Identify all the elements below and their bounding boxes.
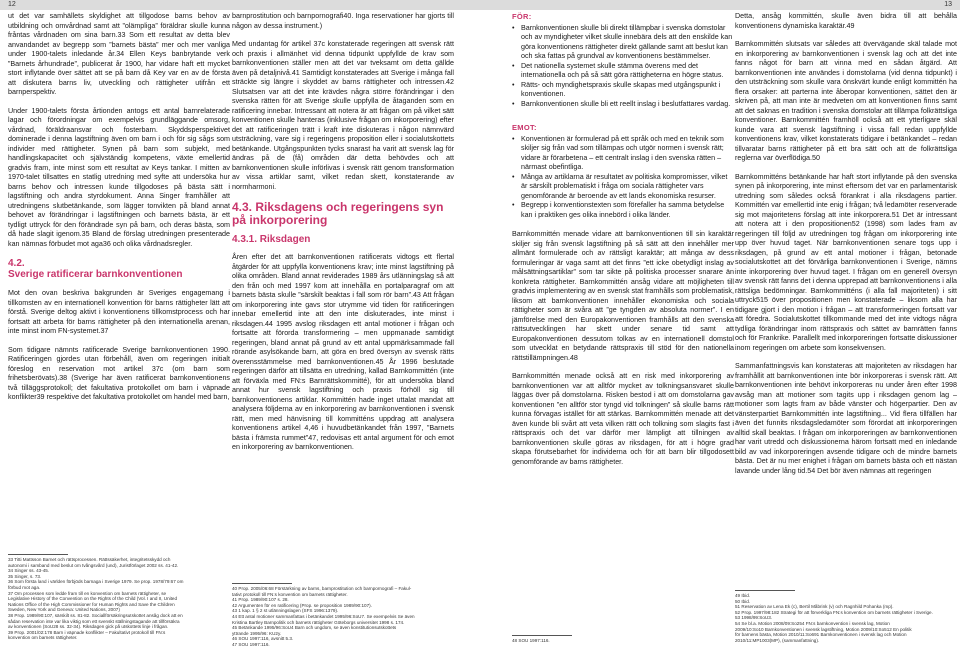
footnote: konvention om barnets rättigheter. bbox=[8, 635, 78, 641]
paragraph: Under 1900-talets första årtionden antogs ett antal barnrelaterade lagar och förordningar om exempelvis grundläggande omsorg, vårdnad, föräldraansvar och fosterbarn. Skyddsperspektivet dominerade i denna lagstiftning även om barn i och för sig sågs som individer med rättigheter. Synen på barn som subjekt, med handlingskapacitet och självständig kompetens, växte emellertid gradvis fram, inte minst som ett resultat av Keys tankar. I mitten av 1970-talet tillsattes en statlig utredning med syfte att undersöka hur barns behov och intressen kunde tillgodoses på bästa sätt i lagstiftning och andra styrdokument. Anna Singer framhåller att utredningens slutbetänkande, som lägger tonvikten på bland annat behovet av förändringar i lagstiftningen och barnets bästa, är ett tydligt uttryck för den förändrade syn på barn, och deras bästa, som då hade slagit igenom.35 Bland de förslag utredningen presenterade kan nämnas förbudet mot aga36 och olika vårdnadsregler. bbox=[8, 106, 230, 248]
list-item: • Barnkonventionen skulle bli ett reellt inslag i beslutfattares vardag. bbox=[512, 100, 734, 110]
section-number: 4.2. bbox=[8, 258, 25, 269]
footnote-rule bbox=[232, 583, 292, 584]
top-bar bbox=[0, 0, 960, 10]
footnotes-col-2 bbox=[232, 586, 454, 648]
paragraph: Mot den ovan beskriva bakgrunden är Sveriges engagemang i tillkomsten av en internationell konvention för barns rättigheter lätt att förstå. Sverige deltog aktivt i konventionens tillkomstprocess och har fortsatt att arbeta för barns rättigheter på den internationella arenan, inte minst inom FN-systemet.37 bbox=[8, 289, 230, 335]
paragraph: barnprostitution och barnpornografi40. Inga reservationer har gjorts till någon av dessa instrument.) bbox=[232, 12, 454, 30]
list-item: • Det nationella systemet skulle stämma överens med det internationella och på så sätt göra rättigheterna en högre status. bbox=[512, 62, 734, 81]
column-3 bbox=[512, 12, 734, 476]
for-heading: FÖR: bbox=[512, 12, 532, 21]
paragraph: Barnkommittén menade också att en risk med inkorporering av barnkonventionen var att alltför mycket av tolkningsansvaret skulle läggas över på domstolarna. Risken bestod i att om domstolarna gav konventionen ”en alltför stor tyngd vid tolkningen” så skulle barns rätt kunna förvagas istället för att stärkas. Barnkommittén menade att det även kunde bli svårt att veta vilken rätt och tolkning som slagits fast i rättspraxis och det var därför mer lämpligt att tillningen av barnkonventionen skulle göras av riksdagen, för att i högre grad skapa förutsebarhet för individerna och för att barn blir tillgodosett genomförande av barns rättigheter. bbox=[512, 372, 734, 466]
footnote: 49 Ibid. bbox=[735, 593, 751, 598]
paragraph: Sammanfattningsvis kan konstateras att majoriteten av riksdagen har framhållit att barnkonventionen inte bör inkorporeras i svensk rätt. Att barnkonventionen inte behövt inkorporeras nu under åren efter 1998 avsåg man att motioner som tagits upp i riksdagen genom lag – motioner som lagts fram av både vänster och högerpartier. Den av vänsterpartiet Barnkommittén inte lagstiftning... Vid flera tillfällen har även det funnits riksdagsledamöter som förordat att inkorporeringen alltid skall beaktas. I frågan om inkorporeringen av barnkonventionen har varit utredd och diskussionerna härom fortsatt med en inledande bild av vad inkorporeringen avsende tidigare och de mindre barnets bästa. Det är nu mer enighet i frågan om barnets bästa och ett nästan lavande under lång tid.54 Det bör även nämnas att regeringen bbox=[735, 362, 957, 475]
footnote: autonomi i samband med beslut om tvångsvård (und), Juristförlaget 2002 ss. 41-42. bbox=[8, 562, 179, 568]
paragraph: Med undantag för artikel 37c konstaterade regeringen att svensk rätt och praxis i allmänhet vid denna tidpunkt uppfyllde de krav som barnkonventionen ställer men att det var tveksamt om detta gällde även på detaljnivå.41 Samtidigt konstaterades att Sverige i många fall sträckte sig längre i skyddet av barns rättigheter och intressen.42 Slutsatsen var att det inte krävdes några större förändringar i den svenska rätten för att Sverige skulle uppfylla de åtaganden som en ratificering innebar. Intressant att notera är att frågan om på vilket sätt konventionen skulle hanteras (inklusive frågan om inkorporering) efter det att ratificeringen trätt i kraft inte diskuteras i någon nämnvärd utsträckning, vare sig i regeringens proposition eller i socialutskottets betänkande. Utgångspunkten tycks snarast ha varit att svensk lag för ändras på de (få) områden där detta behövdes och att barnkonventionen skulle införlivas i svensk rätt genom transformation av vissa artiklar samt, vilket redan skett, konstaterande av normharmoni. bbox=[232, 40, 454, 191]
list-item: • Många av artiklarna är resultatet av politiska kompromisser, vilket är särskilt problematiskt i fråga om sociala rättigheter vars genomförande är beroende av ett lands ekonomiska resurser. bbox=[512, 173, 734, 202]
footnotes-col-3 bbox=[512, 638, 734, 644]
paragraph: Barnkommitténs betänkande har haft stort inflytande på den svenska synen på inkorporering, inte minst eftersom det var en parlamentarisk utredning som således också förankrat i alla riksdagens partier. Kommittén var emellertid inte enig i frågan; två ledamöter reserverade sig mot majoritetens förslag att inte inkorporera.51 Det är intressant att notera att i den propositionen52 (1998) som lades fram av regeringen till följd av utredningen tog frågan om inkorporering inte upp över huvud taget. När barnkonventionen senare togs upp i riksdagen, på grund av ett antal motioner i frågan, betonade socialutskottet att det förvärliga barnkonventionen i Sverige, nämns inte inkorporering över huvud taget. I frågan om en generell översyn av svensk rätt fanns det i denna upprepad att barnkonventionens i alla rättsliga bedömningar. Barnkommitténs (i alla fall majoriteten) i sitt uttryck515 över propositionen men konstaterade – liksom alla har tidigare gjort i den motion i frågan – att transformeringen fortsatt var att föredra. Socialutskottet tillkommande med det inte vidtogs några tydliga förändringar inom rättspraxis och sättet av barnrätten fanns och för Frankrike. Parallellt med inkorporeringen fortsatte diskussioner inom regeringen om arbete som konsekvensen. bbox=[735, 172, 957, 352]
column-4 bbox=[735, 12, 957, 485]
paragraph: Detta, ansåg kommittén, skulle även bidra till att behålla konventionens dynamiska karaktär.49 bbox=[735, 12, 957, 30]
footnote: 46 SOU 1997:116, avsnitt 5.3. bbox=[232, 636, 294, 642]
section-number: 4.3. bbox=[232, 200, 253, 214]
footnote: 39 Prop. 2001/02:178 Barn i väpnade konflikter – Fakultativt protokoll till FN:s bbox=[8, 629, 166, 635]
footnote: 54 Se bl.a. Motion 2008/09:So254 FN:s barnkonvention i svensk lag, Motion bbox=[735, 620, 890, 626]
list-item: • Begrepp i konventionstexten som förefaller ha samma betydelse kan i praktiken ges olika innebörd i olika länder. bbox=[512, 201, 734, 220]
footnote: 34 Singer ss. 43-45. bbox=[8, 568, 50, 574]
column-2 bbox=[232, 12, 454, 462]
column-1 bbox=[8, 12, 230, 412]
subsection-heading: 4.3.1. Riksdagen bbox=[232, 234, 311, 245]
footnote: Sweden, New York and Geneva: United Nations, 2007) bbox=[8, 607, 120, 613]
footnotes-col-4 bbox=[735, 593, 957, 643]
list-item: • Konventionen är formulerad på ett språk och med en teknik som skiljer sig från vad som tillämpas och utgör normen i svensk rätt; vidare är förarbetena – ett centralt inslag i den svenska rätten – närmast obefintliga. bbox=[512, 135, 734, 173]
emot-heading: EMOT: bbox=[512, 123, 537, 132]
footnote: 52 Prop. 1997/98:182 Strategi för att förverkliga FN:s konvention om barnets rättigheter i Sverige. bbox=[735, 609, 933, 615]
footnote: 2009/10:So10 Barnkonventionen i svensk lagstiftning, Motion 2009/10:So512 En politik bbox=[735, 626, 912, 632]
for-list bbox=[512, 24, 734, 110]
footnote: 51 Reservation av Lena Ek (c), Bertil Måbrink (v) och Ragnhild Pohanka (mp). bbox=[735, 604, 894, 610]
footnote: Nations Office of the High Commissioner for Human Rights and Save the Children bbox=[8, 601, 175, 607]
footnote-rule bbox=[512, 635, 572, 636]
footnote: yttrande 1995/96: KU2y. bbox=[232, 630, 282, 636]
paragraph: Barnkommittén menade vidare att barnkonventionen till sin karaktär skiljer sig från svensk lagstiftning på så sätt att den innehåller mer allmänt formulerade och av rättsligt karaktär; att många av dess formuleringar är vaga samt att det finns ”ett icke obetydligt inslag av målsättningsartiklar” som tar sikte på politiska processer snarare än konkreta rättigheter. Barnkommittén ansåg vidare att möjligheten till gradvis implementering av en svensk stat framhålls som problematisk, liksom att barnkonventionen innehåller ekonomiska och sociala rättigheter som är svåra att ”ge tyngden av absoluta normer”. I en jämförelse med den Europakonventionen framhålls att den svenska rättsutvecklingen har skett under senare tid samt att Europakonventionen dessutom tolkas av en internationell domstol som utvecklat en betydande rättspraxis till stöd för den nationella rättstillämpningen.48 bbox=[512, 230, 734, 362]
footnote: för barnens bästa, Motion 2010/11:So691 Barnkonventionen i svensk lag och Motion bbox=[735, 632, 907, 638]
footnote: 33 Titti Mattsson Barnet och rättsprocessen. Rättssäkerhet, integritetsskydd och bbox=[8, 557, 171, 562]
footnote: 35 Singer, s. 73. bbox=[8, 573, 42, 579]
footnote: 42 Argumenten för en ratificering (Prop. se proposition 1989/90:107). bbox=[232, 602, 372, 608]
footnote: 41 Prop. 1989/90:107 s. 28. bbox=[232, 597, 289, 603]
section-title: Sverige ratificerar barnkonventionen bbox=[8, 269, 183, 280]
footnote: sådan reservation inte var lika viktig som ett svenskt ställningstagande att tillförsäkra bbox=[8, 618, 180, 624]
page-number-right: 13 bbox=[944, 1, 952, 8]
footnote: 38 Prop. 1989/90:107, särskilt ss. 81-82. Sociallförsäkringsutskottet ansåg dock att en bbox=[8, 612, 183, 618]
section-title: Riksdagens och regeringens syn på inkorporering bbox=[232, 200, 444, 227]
paragraph: Barnkommittén slutsats var således att övervägande skäl talade mot en inkorporering av barnkonventionen i svensk lag och att det inte fanns något för barn att vinna med en sådan åtgärd. Att barnkonventionen inte användes i domstolarna (vid denna tidpunkt) i den utsträckning som skulle vara önskvärt kunde enligt kommittén ha flera orsaker: att parterna inte åberopar konventionen, sättet den är skriven på, att man inte är medveten om att konventionen finns samt att det saknas en tradition i svenska domstolar att tillämpa folkrättsliga konventioner. Barnkommittén framhöll också att ett ytterligare skäl kunde vara att svensk lagstiftning i vissa fall redan uppfyllde konventionens krav, vilket konstaterats tidigare i betänkandet – redan tillvaratar barns rättigheter på ett bra sätt och att de folkrättsliga reglerna var överflödiga.50 bbox=[735, 40, 957, 162]
footnote: 47 SOU 1997:116. bbox=[232, 641, 270, 647]
footnote: 45 Betänkande 1995/96:SoU4 Barn och ungdom, se även konstitutionsutskottets bbox=[232, 625, 397, 631]
emot-list bbox=[512, 135, 734, 221]
footnote: 48 SOU 1997:116. bbox=[512, 638, 550, 643]
list-item: • Rätts- och myndighetspraxis skulle skapas med utgångspunkt i konventionen. bbox=[512, 81, 734, 100]
page-number-left: 12 bbox=[8, 1, 16, 8]
list-item: • Barnkonventionen skulle bli direkt tillämpbar i svenska domstolar och av myndigheter vilket skulle innebära dels att den enskilde kan göra konventionens rättigheter direkt gällande samt att beslut kan och ska fattas på grundval av konventionens bestämmelser. bbox=[512, 24, 734, 62]
footnote: Kristina Bartley Barnpolitik och barnets rättigheter Göteborgs universitet 1998 s. 174. bbox=[232, 619, 405, 625]
footnote: 36 Som första land i världen förbjöds barnaga i Sverige 1979. Se prop. 1978/79:67 om bbox=[8, 579, 184, 585]
footnote: 53 1998/99:SoU3. bbox=[735, 615, 773, 621]
footnote-rule bbox=[735, 590, 795, 591]
section-heading bbox=[232, 201, 454, 226]
paragraph: ut det var samhällets skyldighet att tillgodose barns behov av utbildning och omvårdnad samt att ”olämpliga” föräldrar skulle kunna fråntas vårdnaden om sina barn.33 Som ett resultat av detta blev anvandandet av begrepp som ”barnets bästa” mer och mer vanliga under 1900-talets inledande år.34 Ellen Keys banbrytande verk ”Barnets århundrade”, publicerat år 1900, har vidare haft ett mycket stort inflytande över sättet att se på barn då Key var en av de första att diskutera barns liv, utveckling och rättigheter utifrån ett barnperspektiv. bbox=[8, 12, 230, 96]
footnote: 44 Ett antal motioner sammanfattas i betänkandet 1995/96:SoU7. Se exempelvis Se även bbox=[232, 613, 415, 619]
footnote-rule bbox=[8, 554, 68, 555]
paragraph: Som tidigare nämnts ratificerade Sverige barnkonventionen 1990. Ratificeringen gjordes utan förbehåll, även om regeringen initialt föreslog en reservation mot artikel 37c (om barn som frihetsberövats).38 (Sverige har även ratificerat barnkonventionens två tilläggsprotokoll; det fakultativa protokollet om barn i väpnade konflikter39 respektive det fakultativa protokollet om handel med barn, bbox=[8, 345, 230, 401]
footnote: tativt protokoll till FN:s konvention om barnets rättigheter. bbox=[232, 591, 348, 597]
paragraph: Åren efter det att barnkonventionen ratificerats vidtogs ett flertal åtgärder för att uppfylla konventionens krav; inte minst lagstiftning på olika områden. Bland annat reviderades 1989 års utlänningslag så att den från och med 1997 kom att innehålla en portalparagraf om att barnets bästa skulle ”särskilt beaktas i fall som rör barn”.43 Att frågan om inkorporering inte gavs stor utrymme vid tiden för ratificeringen innebar emellertid inte att den inte diskuterades, inte minst i riksdagen.44 1995 avslog riksdagen ett antal motioner i frågan och fortsatte att förorda transformering – men uppmanade samtidigt regeringen, bland annat på grund av ett antal uppmärksammade fall rörande asylsökande barn, att göra en bred översyn av svensk rätts överensstämmelse med barnkonventionen.45 År 1996 beslutade regeringen därför att tillsätta en utredning, kallad Barnkommittén (inte att förväxla med FN:s Barnrättskommitté), för att undersöka bland annat hur svensk lagstiftning och praxis förhöll sig till barnkonventionens artiklar. Kommittén hade inget uttalat mandat att analysera följderna av en inkorporering av barnkonventionen i svensk rätt, men med hänvisning till kommitténs uppdrag att analysera konventionens artikel 4,46 i huvudbetänkandet från 1997, ”Barnets bästa i främsta rummet”47, redovisas ett antal argument för och emot en inkorporering av barnkonventionen. bbox=[232, 253, 454, 451]
footnote: 50 Ibid. bbox=[735, 598, 751, 604]
footnote: 2010/11:MP1003(MP), (sammanfattning). bbox=[735, 637, 820, 643]
footnote: av konventionen (SoU28 ss. 32-34). Riksdagen gick på utskottets linje i frågan. bbox=[8, 624, 169, 630]
footnote: Legislative History of the Convention on the Rights of the Child (Vol. I and II, United bbox=[8, 596, 178, 602]
footnotes-col-1 bbox=[8, 557, 230, 641]
footnote: förbud mot aga. bbox=[8, 584, 41, 590]
footnote: 37 Om processen som ledde fram till en konvention om barnets rättigheter, se bbox=[8, 590, 167, 596]
footnote: 43 1 kap. 1 § 2 st utlänningslagen (SFS 1996:1379). bbox=[232, 608, 339, 614]
footnote: 40 Prop. 2005/06:68 Förstärkning av barns, barnprostitution och barnpornografi – Fakul- bbox=[232, 586, 412, 591]
